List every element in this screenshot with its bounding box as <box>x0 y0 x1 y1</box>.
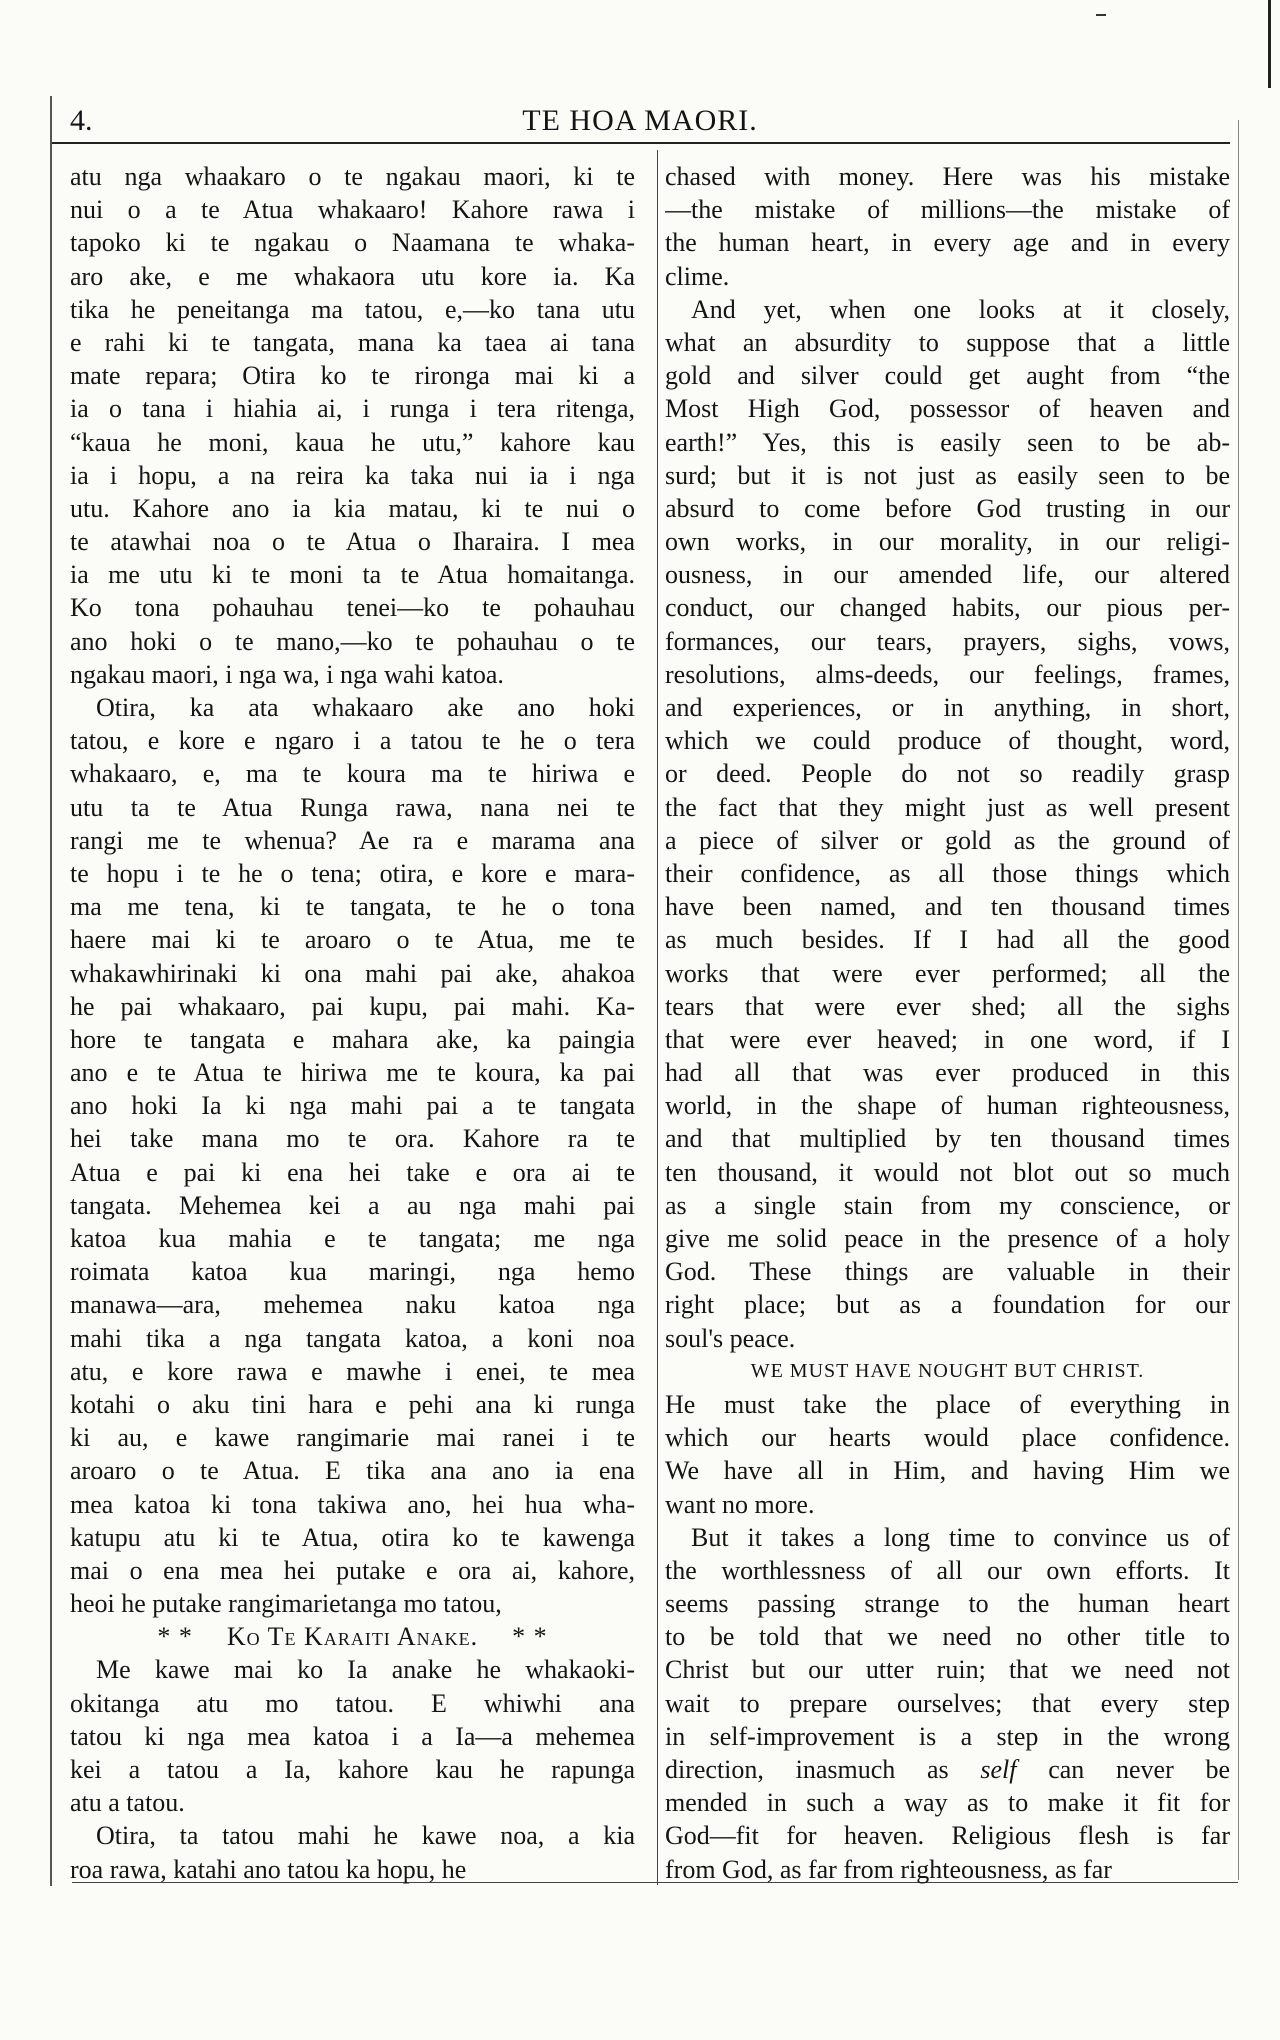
text-line: ia i hopu, a na reira ka taka nui ia i nga <box>70 460 635 490</box>
text-line: want no more. <box>665 1489 815 1519</box>
text-line: formances, our tears, prayers, sighs, vows, <box>665 626 1230 656</box>
text-line: te atawhai noa o te Atua o Iharaira. I mea <box>70 527 635 557</box>
column-divider-rule <box>657 150 658 1885</box>
text-line: ano e te Atua te hiriwa me te koura, ka pai <box>70 1058 635 1088</box>
page-number: 4. <box>70 104 93 137</box>
text-line: ano hoki Ia ki nga mahi pai a te tangata <box>70 1091 635 1121</box>
text-line: ten thousand, it would not blot out so much <box>665 1157 1230 1187</box>
text-line: and experiences, or in anything, in short, <box>665 693 1230 722</box>
text-line: katupu atu ki te Atua, otira ko te kawenga <box>70 1522 635 1552</box>
text-line: wait to prepare ourselves; that every step <box>665 1688 1230 1718</box>
text-line: Most High God, possessor of heaven and <box>665 394 1230 424</box>
text-line: what an absurdity to suppose that a little <box>665 327 1230 357</box>
text-line: have been named, and ten thousand times <box>665 892 1230 922</box>
text-line: direction, inasmuch as self can never be <box>665 1755 1230 1784</box>
text-line: ia me utu ki te moni ta te Atua homaitanga. <box>70 560 635 590</box>
text-line: the human heart, in every age and in every <box>665 228 1230 258</box>
text-line: atu a tatou. <box>70 1788 185 1818</box>
text-line: from God, as far from righteousness, as far <box>665 1854 1112 1884</box>
text-line: seems passing strange to the human heart <box>665 1589 1230 1619</box>
text-line: ano hoki o te mano,—ko te pohauhau o te <box>70 626 635 656</box>
text-line: that were ever heaved; in one word, if I <box>665 1024 1230 1054</box>
text-line: manawa—ara, mehemea naku katoa nga <box>70 1290 635 1320</box>
text-line: as much besides. If I had all the good <box>665 925 1230 955</box>
text-line: tears that were ever shed; all the sighs <box>665 991 1230 1021</box>
text-line: roimata katoa kua maringi, nga hemo <box>70 1257 635 1287</box>
text-line: as a single stain from my conscience, or <box>665 1190 1230 1220</box>
text-line: absurd to come before God trusting in our <box>665 493 1230 523</box>
text-line: nui o a te Atua whakaaro! Kahore rawa i <box>70 195 635 225</box>
text-line: ngakau maori, i nga wa, i nga wahi katoa. <box>70 659 504 689</box>
text-line: resolutions, alms-deeds, our feelings, frames, <box>665 659 1230 689</box>
text-line: a piece of silver or gold as the ground of <box>665 825 1230 855</box>
text-line: mate repara; Otira ko te rironga mai ki a <box>70 361 635 391</box>
text-line: world, in the shape of human righteousness, <box>665 1091 1230 1121</box>
text-line: and that multiplied by ten thousand times <box>665 1124 1230 1154</box>
stray-dash-mark <box>1096 14 1106 16</box>
text-line: haere mai ki te aroaro o te Atua, me te <box>70 925 635 955</box>
text-line: utu. Kahore ano ia kia matau, ki te nui o <box>70 493 635 523</box>
text-line: ma me tena, ki te tangata, te he o tona <box>70 892 635 922</box>
text-line: God. These things are valuable in their <box>665 1257 1230 1287</box>
text-line: roa rawa, katahi ano tatou ka hopu, he <box>70 1854 467 1884</box>
text-line: ki au, e kawe rangimarie mai ranei i te <box>70 1423 635 1453</box>
text-line: surd; but it is not just as easily seen to be <box>665 460 1230 490</box>
text-line: kei a tatou a Ia, kahore kau he rapunga <box>70 1755 635 1784</box>
text-line: But it takes a long time to convince us of <box>691 1522 1230 1552</box>
text-line: —the mistake of millions—the mistake of <box>665 195 1230 225</box>
text-line: right place; but as a foundation for our <box>665 1290 1230 1320</box>
text-line: ousness, in our amended life, our altered <box>665 560 1230 590</box>
text-line: tapoko ki te ngakau o Naamana te whaka- <box>70 228 635 258</box>
text-line: conduct, our changed habits, our pious per- <box>665 593 1230 623</box>
text-line: Otira, ta tatou mahi he kawe noa, a kia <box>96 1821 635 1851</box>
text-line: had all that was ever produced in this <box>665 1058 1230 1088</box>
text-line: earth!” Yes, this is easily seen to be ab- <box>665 427 1230 457</box>
text-line: hore te tangata e mahara ake, ka paingia <box>70 1024 635 1054</box>
text-line: atu nga whaakaro o te ngakau maori, ki te <box>70 162 635 191</box>
text-line: rangi me te whenua? Ae ra e marama ana <box>70 825 635 855</box>
text-line: which our hearts would place confidence. <box>665 1423 1230 1453</box>
emphasis-self: self <box>980 1755 1017 1784</box>
text-line: own works, in our morality, in our religi- <box>665 527 1230 557</box>
text-line: whakawhirinaki ki ona mahi pai ake, ahakoa <box>70 958 635 988</box>
text-line: God—fit for heaven. Religious flesh is far <box>665 1821 1230 1851</box>
text-line: which we could produce of thought, word, <box>665 726 1230 756</box>
section-heading-maori <box>70 1620 635 1653</box>
text-line: And yet, when one looks at it closely, <box>691 294 1230 324</box>
text-line: utu ta te Atua Runga rawa, nana nei te <box>70 792 635 822</box>
left-border-rule <box>50 96 52 1886</box>
right-border-rule <box>1238 120 1239 1880</box>
text-line: Christ but our utter ruin; that we need not <box>665 1655 1230 1685</box>
right-column-english <box>665 160 1230 1886</box>
text-line: the fact that they might just as well present <box>665 792 1230 822</box>
text-line: he pai whakaaro, pai kupu, pai mahi. Ka- <box>70 991 635 1021</box>
text-line: ia o tana i hiahia ai, i runga i tera ritenga, <box>70 394 635 424</box>
heading-text: Ko Te Karaiti Anake. <box>226 1622 479 1652</box>
text-line: e rahi ki te tangata, mana ka taea ai tana <box>70 327 635 357</box>
section-heading-english: WE MUST HAVE NOUGHT BUT CHRIST. <box>750 1359 1145 1382</box>
text-line: tatou ki nga mea katoa i a Ia—a mehemea <box>70 1721 635 1751</box>
text-line: Otira, ka ata whakaaro ake ano hoki <box>96 693 635 722</box>
text-line: atu, e kore rawa e mawhe i enei, te mea <box>70 1356 635 1386</box>
text-line: “kaua he moni, kaua he utu,” kahore kau <box>70 427 635 457</box>
text-line: Atua e pai ki ena hei take e ora ai te <box>70 1157 635 1187</box>
text-line: aroaro o te Atua. E tika ana ano ia ena <box>70 1456 635 1486</box>
text-line: tika he peneitanga ma tatou, e,—ko tana utu <box>70 294 635 324</box>
text-line: tatou, e kore e ngaro i a tatou te he o tera <box>70 726 635 756</box>
text-line: We have all in Him, and having Him we <box>665 1456 1230 1486</box>
text-line: give me solid peace in the presence of a holy <box>665 1224 1230 1253</box>
text-line: mai o ena mea hei putake e ora ai, kahore, <box>70 1555 635 1585</box>
running-title: TE HOA MAORI. <box>522 104 758 137</box>
text-line: the worthlessness of all our own efforts. It <box>665 1555 1230 1585</box>
text-line: Ko tona pohauhau tenei—ko te pohauhau <box>70 593 635 623</box>
text-line: aro ake, e me whakaora utu kore ia. Ka <box>70 261 635 291</box>
heading-ornament-stars: * * <box>157 1622 193 1652</box>
text-line: mea katoa ki tona takiwa ano, hei hua wha- <box>70 1489 635 1519</box>
text-line: whakaaro, e, ma te koura ma te hiriwa e <box>70 759 635 789</box>
text-line: gold and silver could get aught from “the <box>665 361 1230 391</box>
text-line: okitanga atu mo tatou. E whiwhi ana <box>70 1688 635 1718</box>
text-line: mahi tika a nga tangata katoa, a koni noa <box>70 1323 635 1353</box>
text-line: kotahi o aku tini hara e pehi ana ki runga <box>70 1389 635 1419</box>
text-line: hei take mana mo te ora. Kahore ra te <box>70 1124 635 1154</box>
text-line: katoa kua mahia e te tangata; me nga <box>70 1224 635 1253</box>
text-line: soul's peace. <box>665 1323 796 1353</box>
page-edge-mark <box>1268 0 1271 88</box>
text-line: in self-improvement is a step in the wrong <box>665 1721 1230 1751</box>
text-line: clime. <box>665 261 730 291</box>
text-line: works that were ever performed; all the <box>665 958 1230 988</box>
text-line: tangata. Mehemea kei a au nga mahi pai <box>70 1190 635 1220</box>
text-line: to be told that we need no other title to <box>665 1622 1230 1652</box>
text-line: mended in such a way as to make it fit for <box>665 1788 1230 1818</box>
page-header <box>50 96 1230 144</box>
heading-ornament-stars: * * <box>512 1622 548 1652</box>
left-column-maori <box>70 160 635 1886</box>
text-line: chased with money. Here was his mistake <box>665 162 1230 191</box>
text-line: He must take the place of everything in <box>665 1389 1230 1419</box>
text-line: heoi he putake rangimarietanga mo tatou, <box>70 1589 502 1619</box>
text-line: Me kawe mai ko Ia anake he whakaoki- <box>96 1655 635 1685</box>
text-line: their confidence, as all those things which <box>665 858 1230 888</box>
text-line: or deed. People do not so readily grasp <box>665 759 1230 789</box>
text-line: te hopu i te he o tena; otira, e kore e mara- <box>70 858 635 888</box>
